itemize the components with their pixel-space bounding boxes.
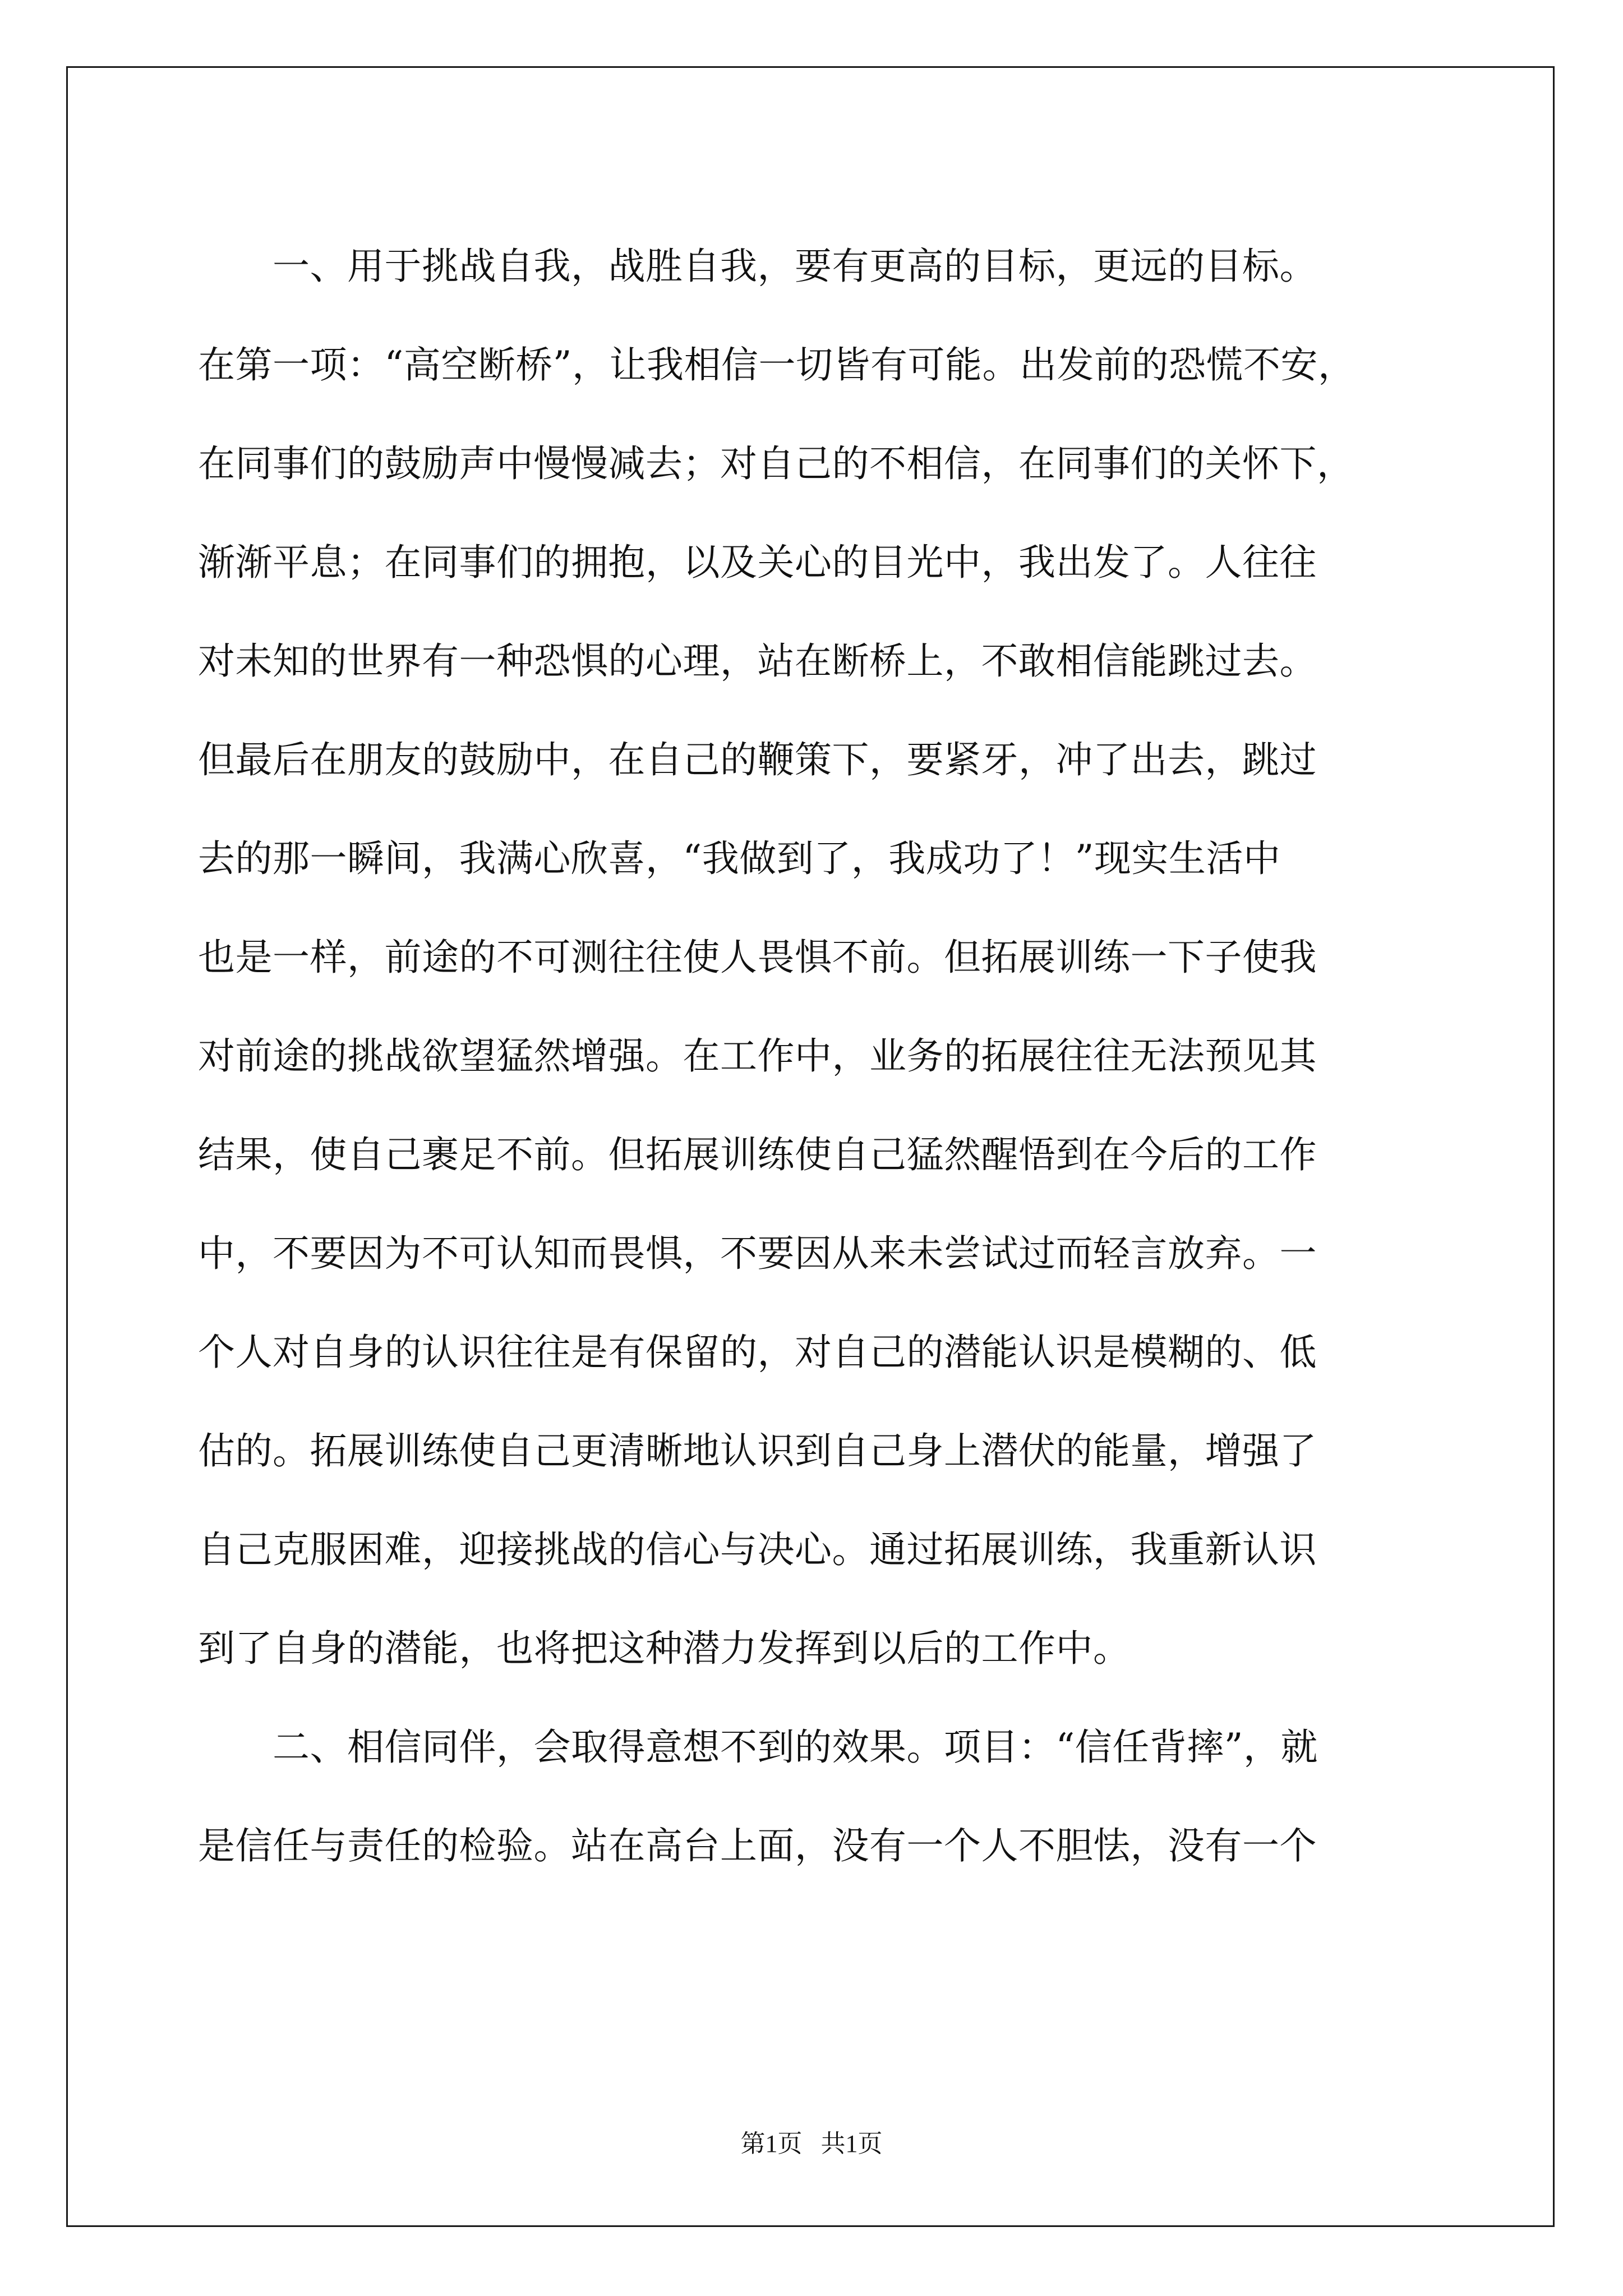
text-line: 自己克服困难，迎接挑战的信心与决心。通过拓展训练，我重新认识 <box>198 1527 1317 1571</box>
page-footer: 第1页 共1页 <box>740 2130 883 2157</box>
text-line: 二、相信同伴，会取得意想不到的效果。项目：“信任背摔”，就 <box>198 1725 1318 1769</box>
text-line: 去的那一瞬间，我满心欣喜，“我做到了，我成功了！”现实生活中 <box>198 836 1281 880</box>
document-body <box>198 213 1426 1892</box>
text-line: 结果，使自己裹足不前。但拓展训练使自己猛然醒悟到在今后的工作 <box>198 1133 1317 1176</box>
text-line: 到了自身的潜能，也将把这种潜力发挥到以后的工作中。 <box>198 1626 1131 1670</box>
text-line: 个人对自身的认识往往是有保留的，对自己的潜能认识是模糊的、低 <box>198 1330 1317 1374</box>
text-line: 对前途的挑战欲望猛然增强。在工作中，业务的拓展往往无法预见其 <box>198 1034 1317 1078</box>
text-line: 是信任与责任的检验。站在高台上面，没有一个人不胆怯，没有一个 <box>198 1824 1317 1867</box>
text-line: 渐渐平息；在同事们的拥抱，以及关心的目光中，我出发了。人往往 <box>198 540 1317 584</box>
text-line: 在同事们的鼓励声中慢慢减去；对自己的不相信，在同事们的关怀下， <box>198 441 1354 485</box>
text-line: 估的。拓展训练使自己更清晰地认识到自己身上潜伏的能量，增强了 <box>198 1429 1317 1473</box>
text-line: 一、用于挑战自我，战胜自我，要有更高的目标，更远的目标。 <box>198 244 1317 288</box>
text-line: 中，不要因为不可认知而畏惧，不要因从来未尝试过而轻言放弃。一 <box>198 1231 1317 1275</box>
text-line: 但最后在朋友的鼓励中，在自己的鞭策下，要紧牙，冲了出去，跳过 <box>198 738 1317 781</box>
text-line: 对未知的世界有一种恐惧的心理，站在断桥上，不敢相信能跳过去。 <box>198 639 1317 683</box>
text-line: 也是一样，前途的不可测往往使人畏惧不前。但拓展训练一下子使我 <box>198 935 1317 979</box>
text-line: 在第一项：“高空断桥”，让我相信一切皆有可能。出发前的恐慌不安， <box>198 343 1355 386</box>
